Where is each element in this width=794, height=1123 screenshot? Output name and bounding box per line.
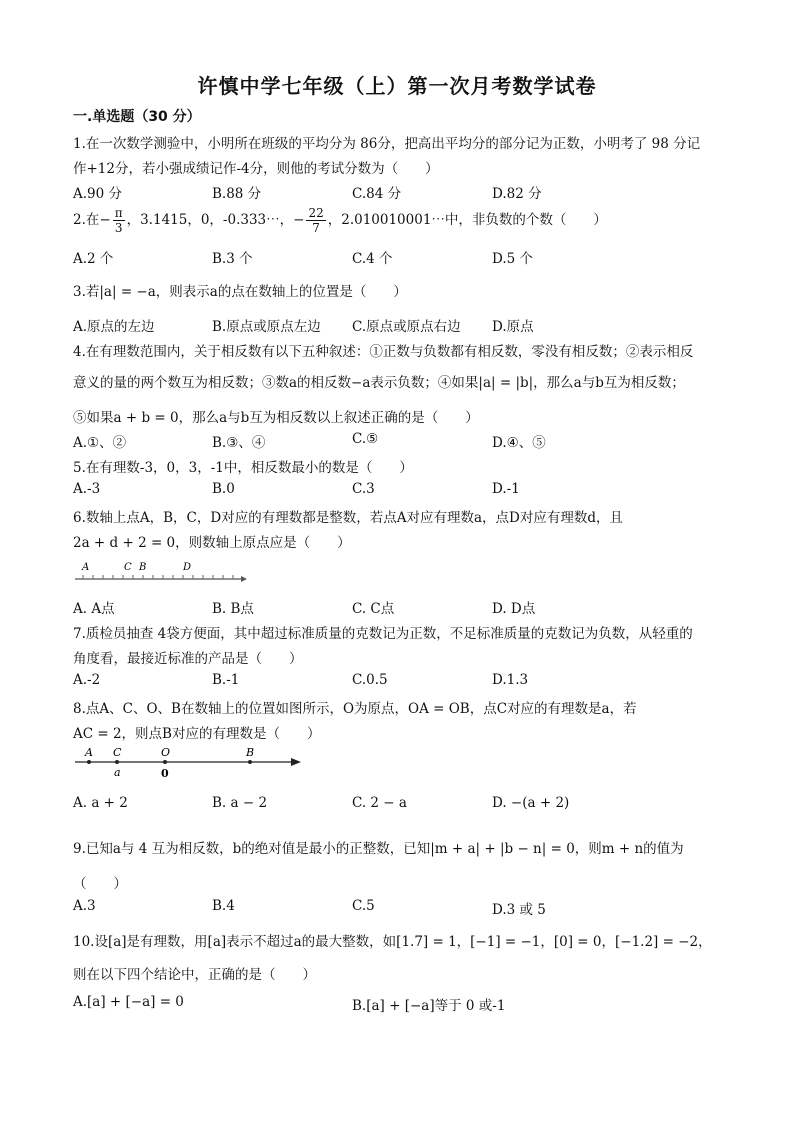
q10-text-line1: 10.设[a]是有理数，用[a]表示不超过a的最大整数，如[1.7] = 1，[−1] = −1，[0] = 0，[−1.2] = −2，	[73, 934, 712, 950]
q2-middle: ，3.1415，0，-0.333⋯，−	[126, 212, 305, 228]
q6-axis-arrow	[241, 576, 247, 582]
q6-text-line1: 6.数轴上点A，B，C，D对应的有理数都是整数，若点A对应有理数a，点D对应有理数d，且	[73, 510, 623, 526]
q2-option-b[interactable]: B.3 个	[212, 251, 253, 267]
q4-option-b[interactable]: B.③、④	[212, 435, 266, 451]
q7-options	[73, 672, 723, 692]
q6-option-b[interactable]: B. B点	[212, 601, 254, 617]
q3-option-c[interactable]: C.原点或原点右边	[352, 319, 461, 335]
q1-option-d[interactable]: D.82 分	[492, 186, 542, 202]
q4-options	[73, 431, 723, 451]
q10-text-line2: 则在以下四个结论中，正确的是（ ）	[73, 967, 316, 983]
q9-text-line2: （ ）	[73, 876, 127, 892]
q7-option-d[interactable]: D.1.3	[492, 672, 529, 688]
q8-text-line1: 8.点A、C、O、B在数轴上的位置如图所示，O为原点，OA = OB，点C对应的有理数是a，若	[73, 701, 637, 717]
q5-text: 5.在有理数-3，0，3，-1中，相反数最小的数是（ ）	[73, 460, 413, 476]
q10-option-b[interactable]: B.[a] + [−a]等于 0 或-1	[352, 998, 506, 1014]
q8-label-a: A	[85, 746, 93, 759]
q1-text-line2: 作+12分，若小强成绩记作-4分，则他的考试分数为（ ）	[73, 161, 439, 177]
q6-label-d: D	[183, 562, 192, 573]
q7-option-a[interactable]: A.-2	[73, 672, 101, 688]
q9-option-a[interactable]: A.3	[73, 898, 96, 914]
q8-option-b[interactable]: B. a − 2	[212, 795, 268, 811]
section-heading: 一.单选题（30 分）	[73, 109, 201, 125]
q2-neg-sign: −	[99, 212, 111, 228]
q1-option-c[interactable]: C.84 分	[352, 186, 402, 202]
q3-text: 3.若|a| = −a，则表示a的点在数轴上的位置是（ ）	[73, 284, 407, 300]
q4-text-line3: ⑤如果a + b = 0，那么a与b互为相反数以上叙述正确的是（ ）	[73, 410, 479, 426]
q9-text-line1: 9.已知a与 4 互为相反数，b的绝对值是最小的正整数，已知|m + a| + |b − n| = 0，则m + n的值为	[73, 841, 684, 857]
q9-option-c[interactable]: C.5	[352, 898, 375, 914]
q2-prefix: 2.在	[73, 212, 100, 228]
q3-option-b[interactable]: B.原点或原点左边	[212, 319, 321, 335]
q8-options	[73, 795, 723, 815]
q1-options	[73, 182, 723, 202]
q7-text-line2: 角度看，最接近标准的产品是（ ）	[73, 651, 303, 667]
q8-point-a	[87, 760, 91, 764]
q8-point-b	[248, 760, 252, 764]
q3-options	[73, 315, 723, 335]
q2-text	[73, 206, 607, 235]
q9-option-d[interactable]: D.3 或 5	[492, 902, 546, 918]
q6-label-b: B	[139, 562, 147, 573]
q5-option-a[interactable]: A.-3	[73, 481, 101, 497]
q2-frac1-num: π	[114, 206, 123, 220]
q6-label-c: C	[124, 562, 132, 573]
q9-options	[73, 898, 723, 918]
q7-option-c[interactable]: C.0.5	[352, 672, 388, 688]
q1-option-a[interactable]: A.90 分	[73, 186, 123, 202]
q8-axis-arrow	[291, 758, 301, 766]
q3-option-d[interactable]: D.原点	[492, 319, 534, 335]
q7-option-b[interactable]: B.-1	[212, 672, 240, 688]
q4-text-line2: 意义的量的两个数互为相反数；③数a的相反数−a表示负数；④如果|a| = |b|，那么a与b互为相反数；	[73, 375, 685, 391]
q2-frac2-num: 22	[308, 206, 324, 220]
q2-option-c[interactable]: C.4 个	[352, 251, 393, 267]
q5-options	[73, 481, 723, 501]
q8-number-line-figure	[73, 745, 305, 781]
q8-label-b: B	[246, 746, 255, 759]
q4-text-line1: 4.在有理数范围内，关于相反数有以下五种叙述：①正数与负数都有相反数，零没有相反数；②表示相反	[73, 344, 694, 360]
q6-label-a: A	[82, 562, 90, 573]
q1-text-line1: 1.在一次数学测验中，小明所在班级的平均分为 86分，把高出平均分的部分记为正数，小明考了 98 分记	[73, 136, 701, 152]
q8-label-o: O	[161, 746, 171, 759]
q2-suffix: ，2.010010001⋯中，非负数的个数（ ）	[327, 212, 607, 228]
q2-frac1-den: 3	[114, 221, 123, 235]
q5-option-d[interactable]: D.-1	[492, 481, 520, 497]
q10-options	[73, 994, 723, 1014]
q4-option-a[interactable]: A.①、②	[73, 435, 127, 451]
q9-option-b[interactable]: B.4	[212, 898, 235, 914]
q1-option-b[interactable]: B.88 分	[212, 186, 262, 202]
q3-option-a[interactable]: A.原点的左边	[73, 319, 155, 335]
q2-frac2-den: 7	[312, 221, 320, 235]
q2-fraction-pi-3	[113, 206, 125, 235]
q8-point-c	[115, 760, 119, 764]
q8-option-d[interactable]: D. −(a + 2)	[492, 795, 570, 811]
q4-option-d[interactable]: D.④、⑤	[492, 435, 546, 451]
q2-option-a[interactable]: A.2 个	[73, 251, 114, 267]
q6-options	[73, 597, 723, 617]
q8-text-line2: AC = 2，则点B对应的有理数是（ ）	[73, 726, 321, 742]
q8-label-value-a: a	[114, 766, 121, 779]
q6-text-line2: 2a + d + 2 = 0，则数轴上原点应是（ ）	[73, 535, 351, 551]
q8-option-c[interactable]: C. 2 − a	[352, 795, 407, 811]
q10-option-a[interactable]: A.[a] + [−a] = 0	[73, 994, 184, 1010]
q8-label-c: C	[113, 746, 122, 759]
q6-option-c[interactable]: C. C点	[352, 601, 395, 617]
q2-fraction-22-7	[306, 206, 325, 235]
q5-option-c[interactable]: C.3	[352, 481, 375, 497]
q8-label-value-0: 0	[161, 767, 169, 780]
q8-option-a[interactable]: A. a + 2	[73, 795, 128, 811]
q6-option-a[interactable]: A. A点	[73, 601, 115, 617]
q6-number-line-figure	[73, 558, 249, 586]
q6-option-d[interactable]: D. D点	[492, 601, 536, 617]
exam-title: 许慎中学七年级（上）第一次月考数学试卷	[197, 74, 597, 98]
q2-options	[73, 247, 723, 267]
q5-option-b[interactable]: B.0	[212, 481, 235, 497]
q8-point-o	[163, 760, 167, 764]
q2-option-d[interactable]: D.5 个	[492, 251, 534, 267]
q4-option-c[interactable]: C.⑤	[352, 431, 379, 447]
q7-text-line1: 7.质检员抽查 4袋方便面，其中超过标准质量的克数记为正数，不足标准质量的克数记为负数，从轻重的	[73, 626, 693, 642]
